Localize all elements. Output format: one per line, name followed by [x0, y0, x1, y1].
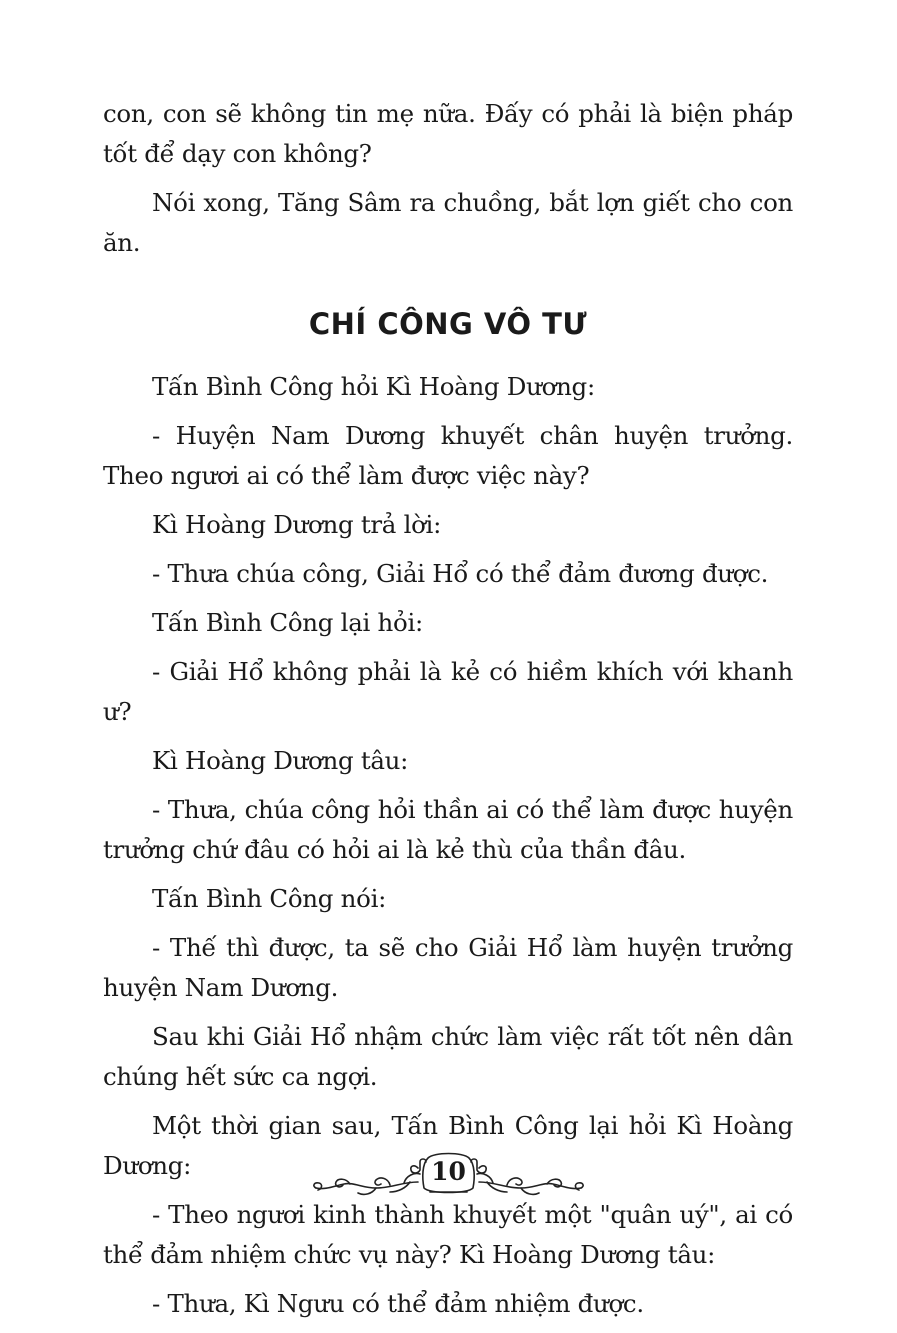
- section-title: CHÍ CÔNG VÔ TƯ: [308, 307, 588, 341]
- paragraph-10: - Thế thì được, ta sẽ cho Giải Hổ làm huyện trưởng huyện Nam Dương.: [103, 933, 793, 1002]
- lead-paragraph-1: con, con sẽ không tin mẹ nữa. Đấy có phải là biện pháp tốt để dạy con không?: [103, 99, 793, 168]
- paragraph-11: Sau khi Giải Hổ nhậm chức làm việc rất tốt nên dân chúng hết sức ca ngợi.: [103, 1022, 793, 1091]
- paragraph-14: - Thưa, Kì Ngưu có thể đảm nhiệm được.: [152, 1289, 644, 1318]
- page-number: 10: [431, 1157, 466, 1186]
- paragraph-1: Tấn Bình Công hỏi Kì Hoàng Dương:: [152, 372, 595, 401]
- paragraph-7: Kì Hoàng Dương tâu:: [152, 746, 409, 775]
- paragraph-4: - Thưa chúa công, Giải Hổ có thể đảm đương được.: [152, 559, 769, 588]
- paragraph-9: Tấn Bình Công nói:: [152, 884, 387, 913]
- paragraph-2: - Huyện Nam Dương khuyết chân huyện trưởng. Theo ngươi ai có thể làm được việc này?: [103, 421, 793, 490]
- page-footer: [310, 1148, 587, 1204]
- paragraph-6: - Giải Hổ không phải là kẻ có hiềm khích với khanh ư?: [103, 657, 793, 726]
- paragraph-13: - Theo ngươi kinh thành khuyết một "quân uý", ai có thể đảm nhiệm chức vụ này? Kì Hoàng Dương tâu:: [103, 1200, 793, 1269]
- lead-paragraph-2: Nói xong, Tăng Sâm ra chuồng, bắt lợn giết cho con ăn.: [103, 188, 793, 257]
- paragraph-12: Một thời gian sau, Tấn Bình Công lại hỏi Kì Hoàng Dương:: [103, 1111, 793, 1180]
- paragraph-3: Kì Hoàng Dương trả lời:: [152, 510, 442, 539]
- paragraph-5: Tấn Bình Công lại hỏi:: [152, 608, 423, 637]
- paragraph-8: - Thưa, chúa công hỏi thần ai có thể làm được huyện trưởng chứ đâu có hỏi ai là kẻ thù của thần đâu.: [103, 795, 793, 864]
